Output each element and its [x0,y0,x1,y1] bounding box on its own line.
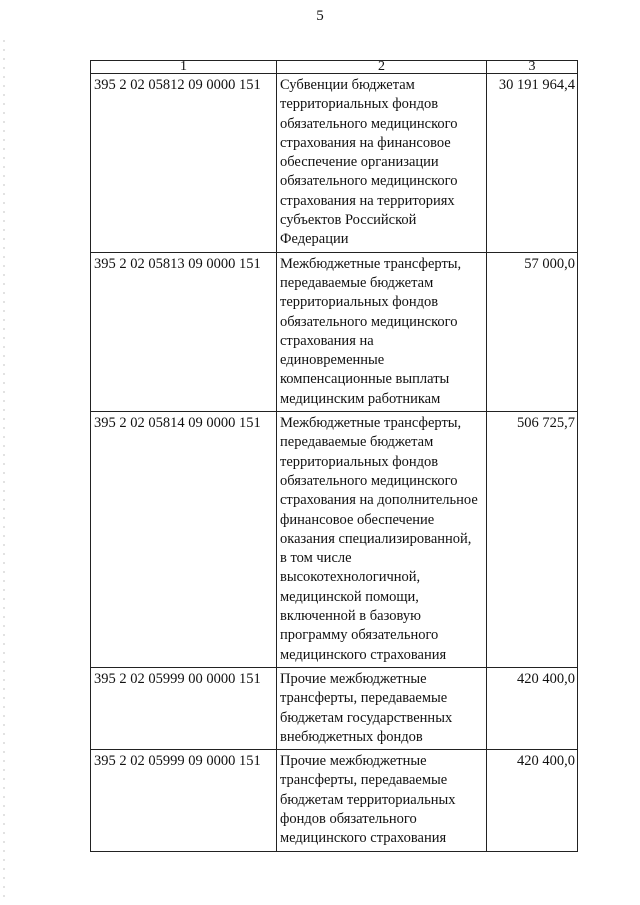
budget-code-cell: 395 2 02 05999 09 0000 151 [91,750,277,851]
table-header-row [91,61,578,74]
description-line: обязательного медицинского [280,472,458,489]
description-line: страхования на дополнительное [280,492,478,509]
amount-cell: 420 400,0 [487,750,578,851]
table-row [91,412,578,668]
table-row [91,750,578,851]
description-line: включенной в базовую [280,608,421,625]
description-line: страхования на [280,332,374,349]
description-line: в том числе [280,550,352,567]
table-row [91,252,578,411]
page-number: 5 [316,8,324,24]
description-line: внебюджетных фондов [280,728,423,745]
budget-code-cell: 395 2 02 05999 00 0000 151 [91,667,277,749]
description-line: трансферты, передаваемые [280,772,448,789]
description-line: обязательного медицинского [280,115,458,132]
table-row [91,667,578,749]
column-header-2: 2 [277,61,487,74]
description-line: медицинским работникам [280,390,441,407]
description-line: территориальных фондов [280,294,439,311]
description-line: передаваемые бюджетам [280,434,434,451]
description-line: передаваемые бюджетам [280,274,434,291]
description-line: трансферты, передаваемые [280,690,448,707]
description-line: обеспечение организации [280,154,439,171]
description-line: Прочие межбюджетные [280,670,427,687]
description-line: медицинского страхования [280,646,447,663]
description-line: обязательного медицинского [280,173,458,190]
description-line: Межбюджетные трансферты, [280,415,462,432]
column-header-3: 3 [487,61,578,74]
description-line: территориальных фондов [280,453,439,470]
description-line: медицинского страхования [280,830,447,847]
description-line: обязательного медицинского [280,313,458,330]
description-cell [277,74,487,253]
amount-cell: 506 725,7 [487,412,578,668]
description-cell [277,252,487,411]
description-line: Межбюджетные трансферты, [280,255,462,272]
description-line: высокотехнологичной, [280,569,421,586]
amount-cell: 57 000,0 [487,252,578,411]
description-line: финансовое обеспечение [280,511,435,528]
budget-table [90,60,578,852]
table-body [91,74,578,852]
amount-cell: 420 400,0 [487,667,578,749]
description-line: оказания специализированной, [280,530,472,547]
description-cell [277,667,487,749]
description-line: Субвенции бюджетам [280,77,415,93]
budget-code-cell: 395 2 02 05814 09 0000 151 [91,412,277,668]
table-row [91,74,578,253]
description-line: бюджетам территориальных [280,791,456,808]
binding-edge-marks [3,40,5,900]
amount-cell: 30 191 964,4 [487,74,578,253]
description-line: страхования на территориях [280,192,455,209]
description-line: медицинской помощи, [280,588,419,605]
description-line: Федерации [280,231,349,248]
description-line: Прочие межбюджетные [280,753,427,770]
description-line: фондов обязательного [280,810,417,827]
description-line: бюджетам государственных [280,709,453,726]
description-line: субъектов Российской [280,212,417,229]
description-cell [277,412,487,668]
description-line: страхования на финансовое [280,134,451,151]
budget-code-cell: 395 2 02 05813 09 0000 151 [91,252,277,411]
description-line: территориальных фондов [280,96,439,113]
description-cell [277,750,487,851]
column-header-1: 1 [91,61,277,74]
description-line: программу обязательного [280,627,439,644]
description-line: компенсационные выплаты [280,371,450,388]
description-line: единовременные [280,352,385,369]
budget-code-cell: 395 2 02 05812 09 0000 151 [91,74,277,253]
